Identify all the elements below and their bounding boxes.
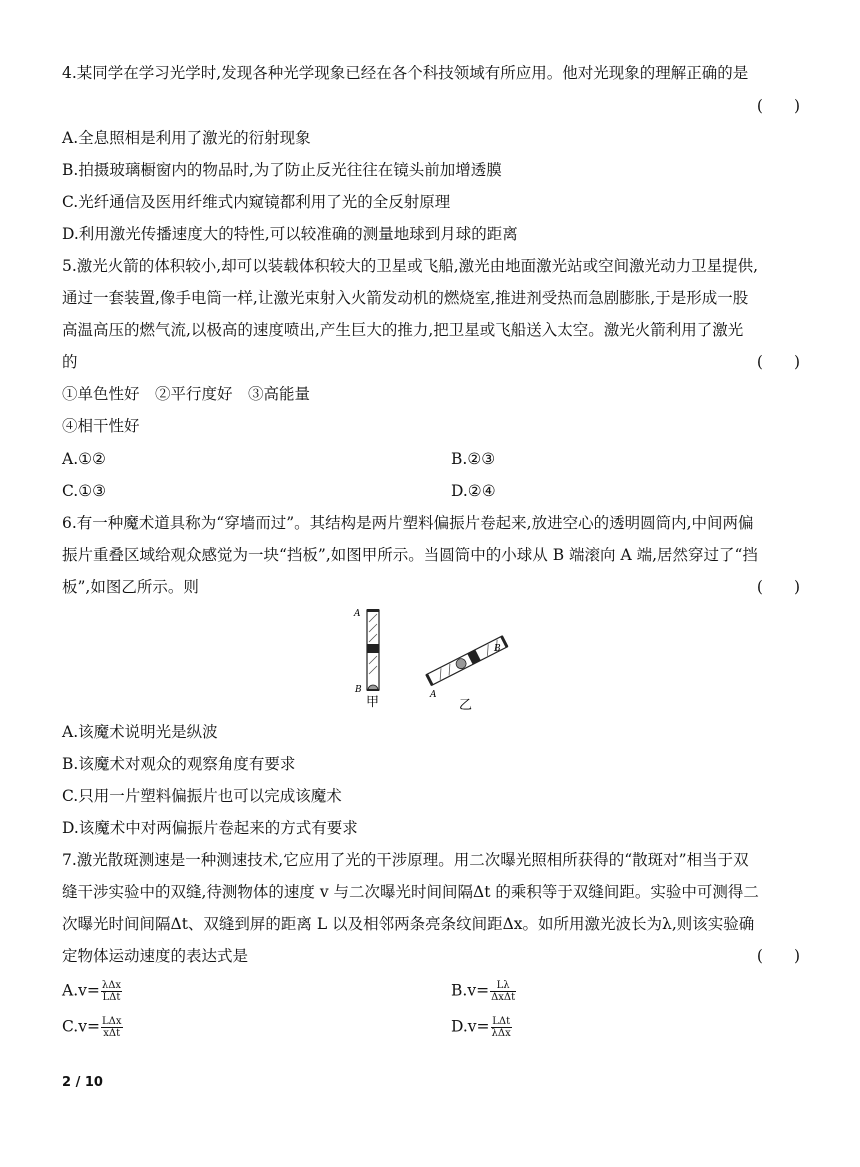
q6-figure — [340, 600, 520, 715]
q6-stem-line-2: 振片重叠区域给观众感觉为一块“挡板”,如图甲所示。当圆筒中的小球从 B 端滚向 A 端,居然穿过了“挡 — [62, 546, 758, 564]
q7-option-b — [451, 980, 516, 1003]
q7-option-a-numerator: λΔx — [101, 980, 122, 991]
q5-option-d: D.②④ — [451, 482, 496, 500]
q7-stem-line-2: 缝干涉实验中的双缝,待测物体的速度 v 与二次曝光时间间隔Δt 的乘积等于双缝间距。实验中可测得二 — [62, 883, 759, 901]
figure-yi-label-a: A — [430, 690, 437, 700]
figure-jia-label-b: B — [355, 685, 362, 695]
q7-option-b-fraction — [490, 980, 516, 1003]
q5-stem-line-3: 高温高压的燃气流,以极高的速度喷出,产生巨大的推力,把卫星或飞船送入太空。激光火箭利用了激光 — [62, 321, 744, 339]
q5-stem-line-4: 的 — [62, 353, 78, 371]
q6-stem-line-3: 板”,如图乙所示。则 — [62, 578, 199, 596]
q7-option-c-denominator: xΔt — [103, 1028, 121, 1039]
q7-stem-line-4: 定物体运动速度的表达式是 — [62, 947, 249, 965]
q6-answer-paren: ( ) — [756, 578, 800, 596]
q6-option-c: C.只用一片塑料偏振片也可以完成该魔术 — [62, 787, 342, 805]
figure-jia-tube — [367, 609, 379, 691]
q5-option-a: A.①② — [62, 450, 106, 468]
q7-stem-line-1: 7.激光散斑测速是一种测速技术,它应用了光的干涉原理。用二次曝光照相所获得的“散斑对”相当于双 — [62, 851, 749, 869]
figure-yi-caption: 乙 — [459, 698, 473, 713]
q5-answer-paren: ( ) — [756, 353, 800, 371]
q5-option-c: C.①③ — [62, 482, 107, 500]
q7-option-a-prefix: A.v= — [62, 981, 100, 1000]
q7-option-a-denominator: LΔt — [102, 992, 121, 1003]
q7-option-d-numerator: LΔt — [492, 1016, 511, 1027]
q5-stem-line-2: 通过一套装置,像手电筒一样,让激光束射入火箭发动机的燃烧室,推进剂受热而急剧膨胀,于是形成一股 — [62, 289, 749, 307]
q4-answer-paren: ( ) — [756, 97, 800, 115]
q7-option-d-fraction — [491, 1016, 512, 1039]
q7-option-b-denominator: ΔxΔt — [491, 992, 516, 1003]
q7-stem-line-3: 次曝光时间间隔Δt、双缝到屏的距离 L 以及相邻两条亮条纹间距Δx。如所用激光波长为λ,则该实验确 — [62, 915, 755, 933]
q7-option-b-numerator: Lλ — [490, 980, 516, 992]
q5-option-b: B.②③ — [451, 450, 496, 468]
q6-option-b: B.该魔术对观众的观察角度有要求 — [62, 755, 296, 773]
q4-option-b: B.拍摄玻璃橱窗内的物品时,为了防止反光往往在镜头前加增透膜 — [62, 161, 502, 179]
page-number: 2 / 10 — [62, 1075, 103, 1090]
q4-stem: 4.某同学在学习光学时,发现各种光学现象已经在各个科技领域有所应用。他对光现象的理解正确的是 — [62, 64, 749, 82]
q7-option-a-fraction — [101, 980, 122, 1003]
q7-option-a — [62, 980, 122, 1003]
q4-option-d: D.利用激光传播速度大的特性,可以较准确的测量地球到月球的距离 — [62, 225, 518, 243]
q7-option-b-prefix: B.v= — [451, 981, 490, 1000]
figure-jia-caption: 甲 — [366, 695, 380, 710]
q6-option-a: A.该魔术说明光是纵波 — [62, 723, 218, 741]
q7-option-c-prefix: C.v= — [62, 1017, 100, 1036]
q4-option-a: A.全息照相是利用了激光的衍射现象 — [62, 129, 311, 147]
q7-option-c-fraction — [101, 1016, 123, 1039]
q6-stem-line-1: 6.有一种魔术道具称为“穿墙而过”。其结构是两片塑料偏振片卷起来,放进空心的透明圆筒内,中间两偏 — [62, 514, 754, 532]
figure-yi-label-b: B — [494, 644, 501, 654]
q7-option-d-prefix: D.v= — [451, 1017, 490, 1036]
q5-properties-line-2: ④相干性好 — [62, 417, 140, 435]
q7-option-c-numerator: LΔx — [101, 1016, 122, 1027]
q7-option-c — [62, 1016, 123, 1039]
q7-option-d-denominator: λΔx — [491, 1028, 511, 1039]
q4-option-c: C.光纤通信及医用纤维式内窥镜都利用了光的全反射原理 — [62, 193, 451, 211]
figure-jia-label-a: A — [354, 609, 361, 619]
q7-answer-paren: ( ) — [756, 947, 800, 965]
q6-option-d: D.该魔术中对两偏振片卷起来的方式有要求 — [62, 819, 358, 837]
q5-properties-line-1: ①单色性好 ②平行度好 ③高能量 — [62, 385, 311, 403]
q5-stem-line-1: 5.激光火箭的体积较小,却可以装载体积较大的卫星或飞船,激光由地面激光站或空间激光动力卫星提供, — [62, 257, 759, 275]
q7-option-d — [451, 1016, 512, 1039]
